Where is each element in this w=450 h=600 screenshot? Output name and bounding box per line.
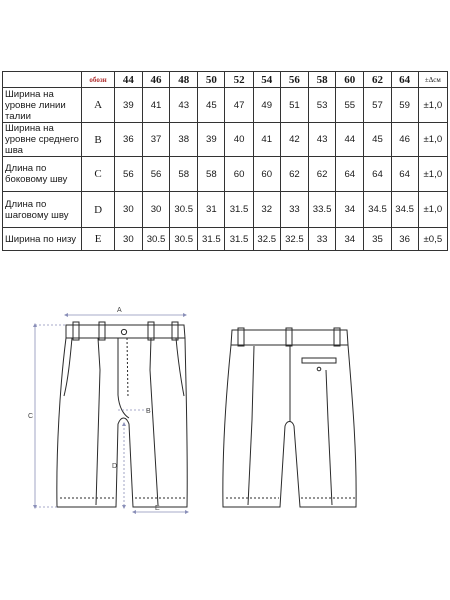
right-pocket <box>176 338 184 396</box>
header-size: 52 <box>225 72 253 88</box>
dimension-label-b: B <box>146 408 151 415</box>
measurement-value: 46 <box>391 123 418 157</box>
right-pleat <box>150 338 158 505</box>
belt-loop <box>238 328 244 346</box>
back-waistband <box>231 330 348 345</box>
back-dart <box>248 346 254 505</box>
measurement-value: 35 <box>364 228 391 251</box>
measurement-value: 34.5 <box>391 192 418 228</box>
dimension-label-e: E <box>155 505 160 512</box>
header-size: 56 <box>280 72 308 88</box>
measurement-value: 33 <box>309 228 336 251</box>
measurement-label: Ширина на уровне среднего шва <box>3 123 82 157</box>
measurement-label: Ширина на уровне линии талии <box>3 88 82 123</box>
header-size: 62 <box>364 72 391 88</box>
measurement-value: 32 <box>253 192 280 228</box>
measurement-value: 55 <box>336 88 364 123</box>
measurement-code: E <box>82 228 114 251</box>
dimension-label-d: D <box>112 463 118 470</box>
fly-stitch <box>127 338 128 398</box>
measurement-value: 30 <box>114 228 142 251</box>
measurement-value: 58 <box>170 157 198 192</box>
header-code-label: обозн <box>82 72 114 88</box>
measurement-value: 34.5 <box>364 192 391 228</box>
measurement-code: C <box>82 157 114 192</box>
measurement-value: 38 <box>170 123 198 157</box>
measurement-label: Длина по шаговому шву <box>3 192 82 228</box>
measurement-value: 44 <box>336 123 364 157</box>
measurement-label: Ширина по низу <box>3 228 82 251</box>
measurement-value: 60 <box>253 157 280 192</box>
table-row <box>3 88 448 123</box>
measurement-value: 57 <box>364 88 391 123</box>
shorts-front-view <box>57 322 187 507</box>
size-chart-table <box>2 71 448 251</box>
measurement-value: 41 <box>142 88 169 123</box>
header-size: 54 <box>253 72 280 88</box>
measurement-value: 36 <box>391 228 418 251</box>
measurement-value: 30.5 <box>170 192 198 228</box>
header-size: 58 <box>309 72 336 88</box>
measurement-value: 64 <box>336 157 364 192</box>
measurement-value: 42 <box>280 123 308 157</box>
measurement-value: 36 <box>114 123 142 157</box>
back-pocket-button <box>317 367 321 371</box>
measurement-value: 31 <box>198 192 225 228</box>
measurement-tolerance: ±1,0 <box>418 123 447 157</box>
measurement-value: 51 <box>280 88 308 123</box>
measurement-value: 32.5 <box>280 228 308 251</box>
belt-loop <box>334 328 340 346</box>
dimension-label-a: A <box>117 307 122 314</box>
measurement-value: 30.5 <box>142 228 169 251</box>
measurement-value: 62 <box>309 157 336 192</box>
measurement-value: 45 <box>198 88 225 123</box>
measurement-code: A <box>82 88 114 123</box>
measurement-value: 34 <box>336 228 364 251</box>
header-size: 48 <box>170 72 198 88</box>
table-row <box>3 228 448 251</box>
front-outline <box>57 338 187 507</box>
measurement-value: 64 <box>391 157 418 192</box>
measurement-value: 30 <box>142 192 169 228</box>
measurement-value: 31.5 <box>225 192 253 228</box>
measurement-value: 64 <box>364 157 391 192</box>
measurement-value: 58 <box>198 157 225 192</box>
measurement-value: 56 <box>142 157 169 192</box>
measurement-value: 59 <box>391 88 418 123</box>
measurement-value: 31.5 <box>198 228 225 251</box>
measurement-tolerance: ±0,5 <box>418 228 447 251</box>
measurement-value: 43 <box>170 88 198 123</box>
measurement-value: 34 <box>336 192 364 228</box>
measurement-tolerance: ±1,0 <box>418 192 447 228</box>
measurement-value: 40 <box>225 123 253 157</box>
measurement-value: 30.5 <box>170 228 198 251</box>
front-waistband <box>66 325 185 338</box>
measurement-value: 31.5 <box>225 228 253 251</box>
measurement-value: 30 <box>114 192 142 228</box>
dimension-label-c: C <box>28 413 34 420</box>
measurement-value: 53 <box>309 88 336 123</box>
measurement-value: 62 <box>280 157 308 192</box>
measurement-value: 49 <box>253 88 280 123</box>
measurement-value: 43 <box>309 123 336 157</box>
measurement-value: 41 <box>253 123 280 157</box>
table-row <box>3 157 448 192</box>
measurement-value: 37 <box>142 123 169 157</box>
header-empty-cell <box>3 72 82 88</box>
back-outline <box>223 345 356 507</box>
dimension-lines <box>35 315 187 512</box>
measurement-tolerance: ±1,0 <box>418 157 447 192</box>
measurement-code: D <box>82 192 114 228</box>
measurement-code: B <box>82 123 114 157</box>
measurement-label: Длина по боковому шву <box>3 157 82 192</box>
header-size: 44 <box>114 72 142 88</box>
shorts-technical-sketch <box>0 300 450 540</box>
measurement-value: 33.5 <box>309 192 336 228</box>
measurement-value: 47 <box>225 88 253 123</box>
back-crease <box>326 370 332 505</box>
measurement-value: 33 <box>280 192 308 228</box>
measurement-value: 45 <box>364 123 391 157</box>
header-tolerance: ±Δсм <box>418 72 447 88</box>
shorts-back-view <box>223 328 356 507</box>
back-pocket-welt <box>302 358 336 363</box>
left-pleat <box>96 338 100 505</box>
header-size: 46 <box>142 72 169 88</box>
waist-button <box>121 329 126 334</box>
measurement-value: 32.5 <box>253 228 280 251</box>
measurement-value: 56 <box>114 157 142 192</box>
measurement-value: 39 <box>114 88 142 123</box>
header-size: 64 <box>391 72 418 88</box>
header-size: 60 <box>336 72 364 88</box>
belt-loop <box>286 328 292 346</box>
table-row <box>3 192 448 228</box>
header-size: 50 <box>198 72 225 88</box>
size-header-row <box>3 72 448 88</box>
measurement-tolerance: ±1,0 <box>418 88 447 123</box>
table-row <box>3 123 448 157</box>
measurement-value: 39 <box>198 123 225 157</box>
measurement-value: 60 <box>225 157 253 192</box>
